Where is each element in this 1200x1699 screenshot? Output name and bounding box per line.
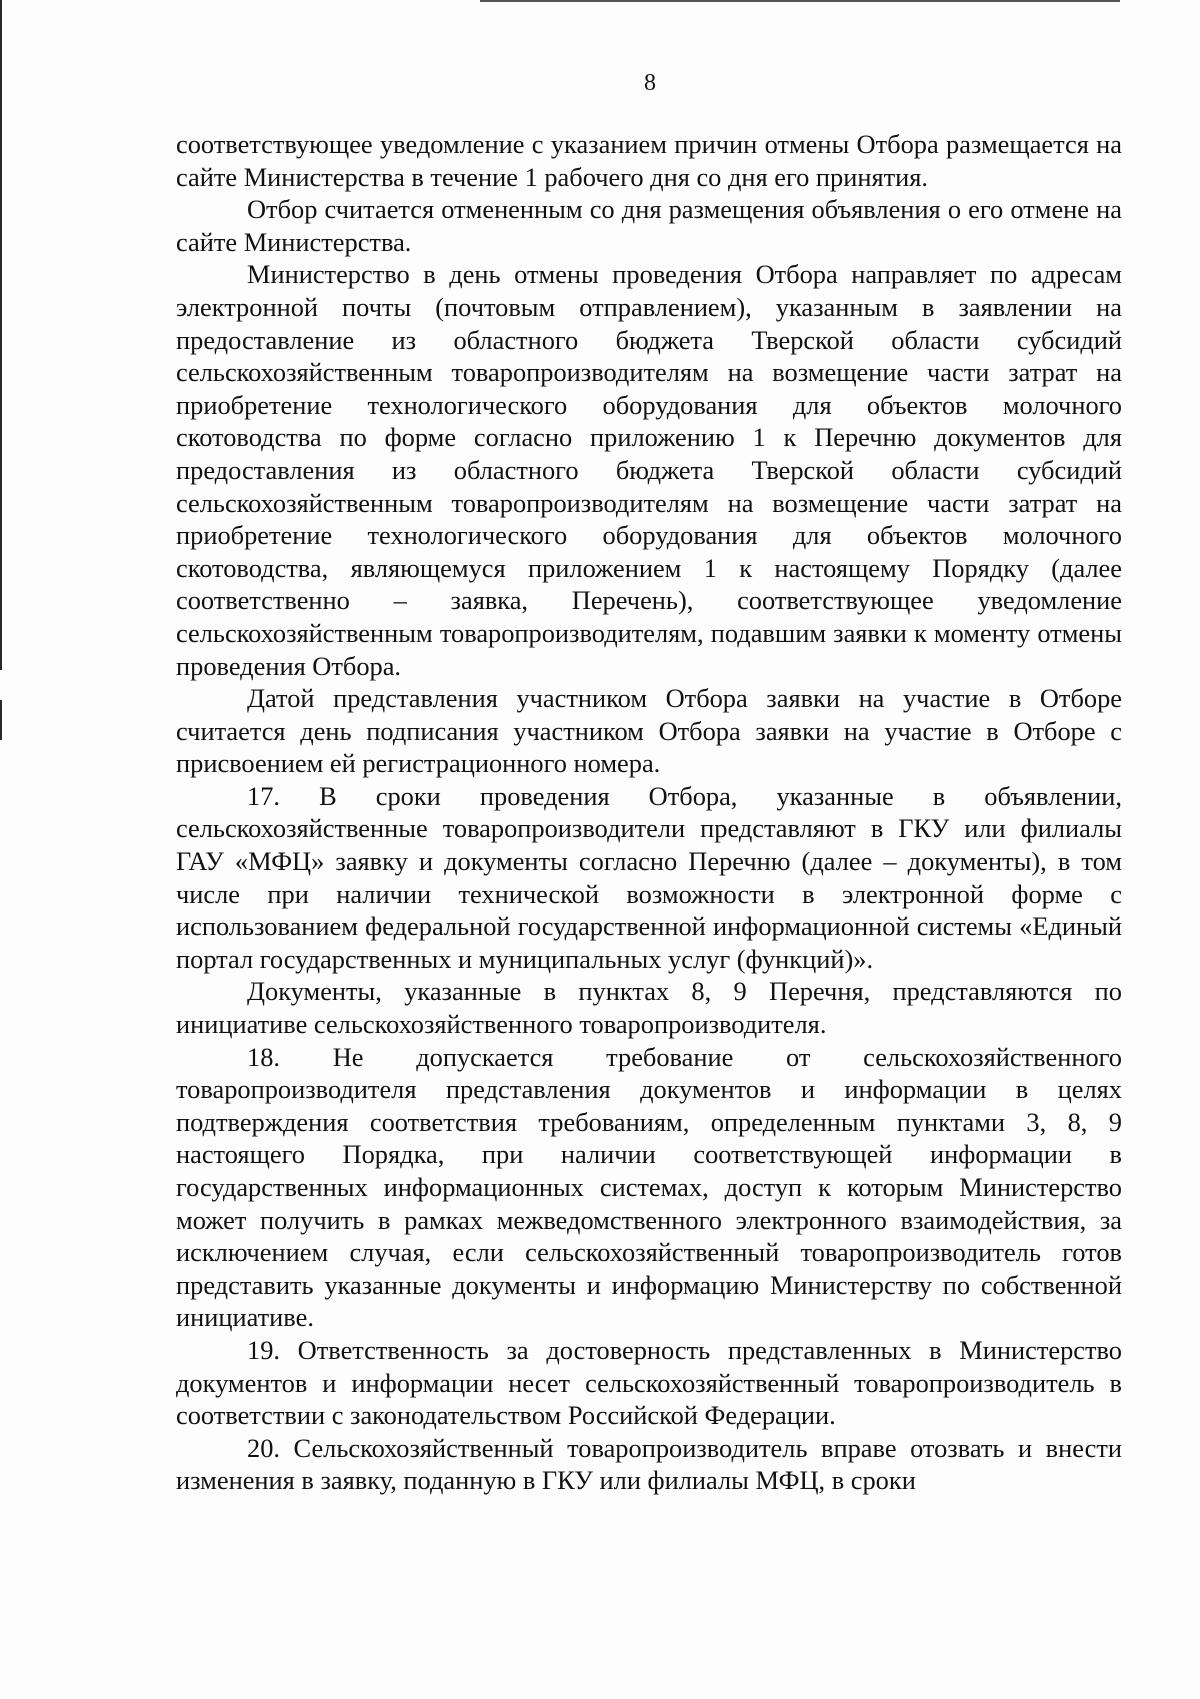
paragraph: соответствующее уведомление с указанием причин отмены Отбора размещается на сайте Министерства в течение 1 рабочего дня со дня его принятия. — [176, 129, 1122, 192]
paragraph-item-19: 19. Ответственность за достоверность представленных в Министерство документов и информации несет сельскохозяйственный товаропроизводитель в соответствии с законодательством Российской Федерации. — [176, 1334, 1122, 1431]
paragraph: Документы, указанные в пунктах 8, 9 Перечня, представляются по инициативе сельскохозяйственного товаропроизводителя. — [176, 976, 1122, 1040]
scan-edge-mark — [0, 700, 2, 740]
paragraph-item-18: 18. Не допускается требование от сельскохозяйственного товаропроизводителя представления документов и информации в целях подтверждения соответствия требованиям, определенным пунктами 3, 8, 9 настоящего Порядка, при наличии соответствующей информации в государственных информационных системах, доступ к которым Министерство может получить в рамках межведомственного электронного взаимодействия, за исключением случая, если сельскохозяйственный товаропроизводитель готов представить указанные документы и информацию Министерству по собственной инициативе. — [176, 1041, 1122, 1333]
paragraph-item-17: 17. В сроки проведения Отбора, указанные в объявлении, сельскохозяйственные товаропроизводители представляют в ГКУ или филиалы ГАУ «МФЦ» заявку и документы согласно Перечню (далее – документы), в том числе при наличии технической возможности в электронной форме с использованием федеральной государственной информационной системы «Единый портал государственных и муниципальных услуг (функций)». — [176, 780, 1122, 974]
paragraph-item-20: 20. Сельскохозяйственный товаропроизводитель вправе отозвать и внести изменения в заявку, поданную в ГКУ или филиалы МФЦ, в сроки — [176, 1432, 1122, 1496]
paragraph: Министерство в день отмены проведения Отбора направляет по адресам электронной почты (почтовым отправлением), указанным в заявлении на предоставление из областного бюджета Тверской области субсидий сельскохозяйственным товаропроизводителям на возмещение части затрат на приобретение технологического оборудования для объектов молочного скотоводства по форме согласно приложению 1 к Перечню документов для предоставления из областного бюджета Тверской области субсидий сельскохозяйственным товаропроизводителям на возмещение части затрат на приобретение технологического оборудования для объектов молочного скотоводства, являющемуся приложением 1 к настоящему Порядку (далее соответственно – заявка, Перечень), соответствующее уведомление сельскохозяйственным товаропроизводителям, подавшим заявки к моменту отмены проведения Отбора. — [176, 259, 1122, 681]
scan-edge-mark — [0, 0, 2, 670]
scan-edge-mark — [480, 0, 1120, 2]
paragraph: Отбор считается отмененным со дня размещения объявления о его отмене на сайте Министерства. — [176, 194, 1122, 257]
page-number: 8 — [644, 70, 656, 96]
document-body — [176, 128, 1122, 1497]
paragraph: Датой представления участником Отбора заявки на участие в Отборе считается день подписания участником Отбора заявки на участие в Отборе с присвоением ей регистрационного номера. — [176, 683, 1122, 779]
